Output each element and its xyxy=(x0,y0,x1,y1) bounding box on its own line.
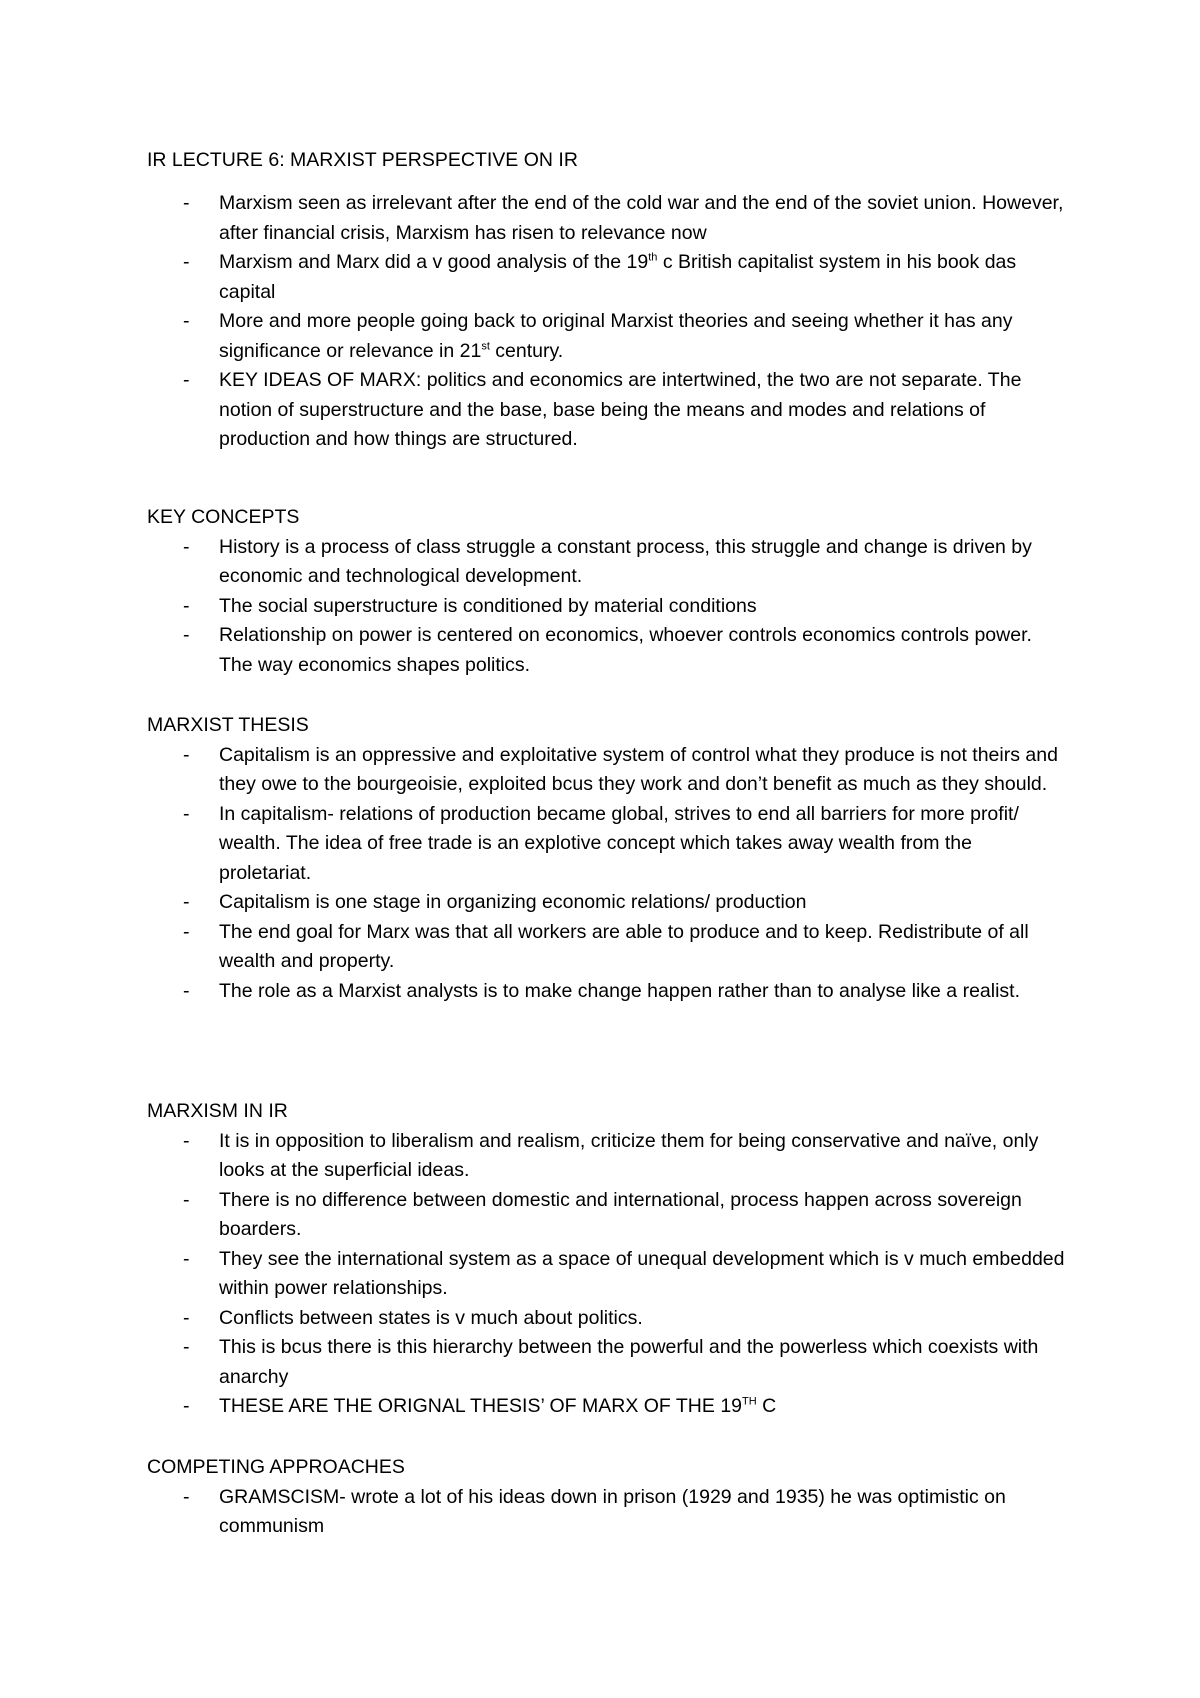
list-item xyxy=(147,1304,1067,1334)
list-item xyxy=(147,888,1067,918)
bullet-list xyxy=(147,741,1067,1007)
bullet-dash: - xyxy=(183,1188,190,1211)
list-item-text: Relationship on power is centered on economics, whoever controls economics controls power. The way economics shapes politics. xyxy=(219,624,1032,676)
text-run: C xyxy=(756,1395,777,1417)
list-item xyxy=(147,366,1067,455)
list-item-text xyxy=(219,248,1067,307)
list-item-text: The role as a Marxist analysts is to make change happen rather than to analyse like a realist. xyxy=(219,979,1021,1002)
list-item xyxy=(147,592,1067,622)
section-intro xyxy=(147,189,1067,455)
text-run: More and more people going back to original Marxist theories and seeing whether it has any significance or relevance in 21 xyxy=(219,310,1013,362)
bullet-dash: - xyxy=(183,920,190,943)
bullet-dash: - xyxy=(183,1129,190,1152)
bullet-dash: - xyxy=(183,369,190,391)
list-item xyxy=(147,741,1067,800)
bullet-dash: - xyxy=(183,891,190,913)
list-item-text: Marxism seen as irrelevant after the end of the cold war and the end of the soviet union. However, after financial crisis, Marxism has risen to relevance now xyxy=(219,192,1064,244)
bullet-dash: - xyxy=(183,1247,190,1270)
list-item xyxy=(147,1333,1067,1392)
list-item-text: GRAMSCISM- wrote a lot of his ideas down in prison (1929 and 1935) he was optimistic on communism xyxy=(219,1485,1006,1537)
text-run: THESE ARE THE ORIGNAL THESIS’ OF MARX OF THE 19 xyxy=(219,1395,743,1417)
section-heading: KEY CONCEPTS xyxy=(147,506,300,528)
bullet-dash: - xyxy=(183,743,190,766)
list-item xyxy=(147,1245,1067,1304)
list-item xyxy=(147,621,1067,680)
list-item-text xyxy=(219,307,1067,366)
bullet-dash: - xyxy=(183,192,190,214)
list-item-text: Conflicts between states is v much about politics. xyxy=(219,1306,643,1329)
list-item xyxy=(147,248,1067,307)
list-item-text: Capitalism is an oppressive and exploitative system of control what they produce is not theirs and they owe to the bourgeoisie, exploited bcus they work and don’t benefit as much as they should. xyxy=(219,743,1058,795)
section-key-concepts xyxy=(147,503,1067,680)
superscript: th xyxy=(648,251,658,264)
bullet-dash: - xyxy=(183,310,190,332)
list-item-text xyxy=(219,1392,1067,1422)
list-item xyxy=(147,1127,1067,1186)
list-item-text: It is in opposition to liberalism and realism, criticize them for being conservative and naïve, only looks at the superficial ideas. xyxy=(219,1129,1039,1181)
list-item-text: Capitalism is one stage in organizing economic relations/ production xyxy=(219,891,807,913)
bullet-dash: - xyxy=(183,1485,190,1508)
list-item xyxy=(147,307,1067,366)
bullet-dash: - xyxy=(183,594,190,617)
section-marxist-thesis xyxy=(147,711,1067,1006)
list-item xyxy=(147,800,1067,889)
list-item xyxy=(147,1186,1067,1245)
bullet-dash: - xyxy=(183,979,190,1002)
list-item-text: In capitalism- relations of production became global, strives to end all barriers for more profit/ wealth. The idea of free trade is an explotive concept which takes away wealth from the proletariat. xyxy=(219,802,1019,884)
document-title: IR LECTURE 6: MARXIST PERSPECTIVE ON IR xyxy=(147,149,578,171)
bullet-dash: - xyxy=(183,624,190,646)
list-item xyxy=(147,1392,1067,1422)
list-item-text: There is no difference between domestic and international, process happen across sovereign boarders. xyxy=(219,1188,1022,1240)
list-item-text: The end goal for Marx was that all workers are able to produce and to keep. Redistribute of all wealth and property. xyxy=(219,920,1029,972)
bullet-list xyxy=(147,533,1067,681)
bullet-list xyxy=(147,189,1067,455)
list-item-text: They see the international system as a space of unequal development which is v much embedded within power relationships. xyxy=(219,1247,1065,1299)
list-item-text: The social superstructure is conditioned by material conditions xyxy=(219,594,757,617)
bullet-dash: - xyxy=(183,802,190,825)
superscript: st xyxy=(481,340,490,352)
text-run: century. xyxy=(489,339,564,362)
superscript: TH xyxy=(742,1395,757,1408)
bullet-dash: - xyxy=(183,535,190,558)
list-item-text: KEY IDEAS OF MARX: politics and economics are intertwined, the two are not separate. The notion of superstructure and the base, base being the means and modes and relations of production and how things are structured. xyxy=(219,369,1022,450)
bullet-dash: - xyxy=(183,251,190,273)
section-heading: MARXIST THESIS xyxy=(147,714,309,736)
bullet-list xyxy=(147,1483,1067,1542)
bullet-dash: - xyxy=(183,1336,190,1358)
text-run: c British capitalist system in his book das capital xyxy=(219,251,1017,303)
bullet-list xyxy=(147,1127,1067,1422)
section-heading: MARXISM IN IR xyxy=(147,1100,288,1122)
list-item xyxy=(147,918,1067,977)
list-item-text: History is a process of class struggle a constant process, this struggle and change is driven by economic and technological development. xyxy=(219,535,1032,587)
bullet-dash: - xyxy=(183,1395,190,1417)
list-item-text: This is bcus there is this hierarchy between the powerful and the powerless which coexists with anarchy xyxy=(219,1336,1039,1388)
bullet-dash: - xyxy=(183,1306,190,1329)
list-item xyxy=(147,533,1067,592)
list-item xyxy=(147,189,1067,248)
section-heading: COMPETING APPROACHES xyxy=(147,1456,405,1478)
list-item xyxy=(147,977,1067,1007)
section-competing-approaches xyxy=(147,1453,1067,1542)
text-run: Marxism and Marx did a v good analysis of the 19 xyxy=(219,251,649,273)
list-item xyxy=(147,1483,1067,1542)
section-marxism-in-ir xyxy=(147,1097,1067,1422)
